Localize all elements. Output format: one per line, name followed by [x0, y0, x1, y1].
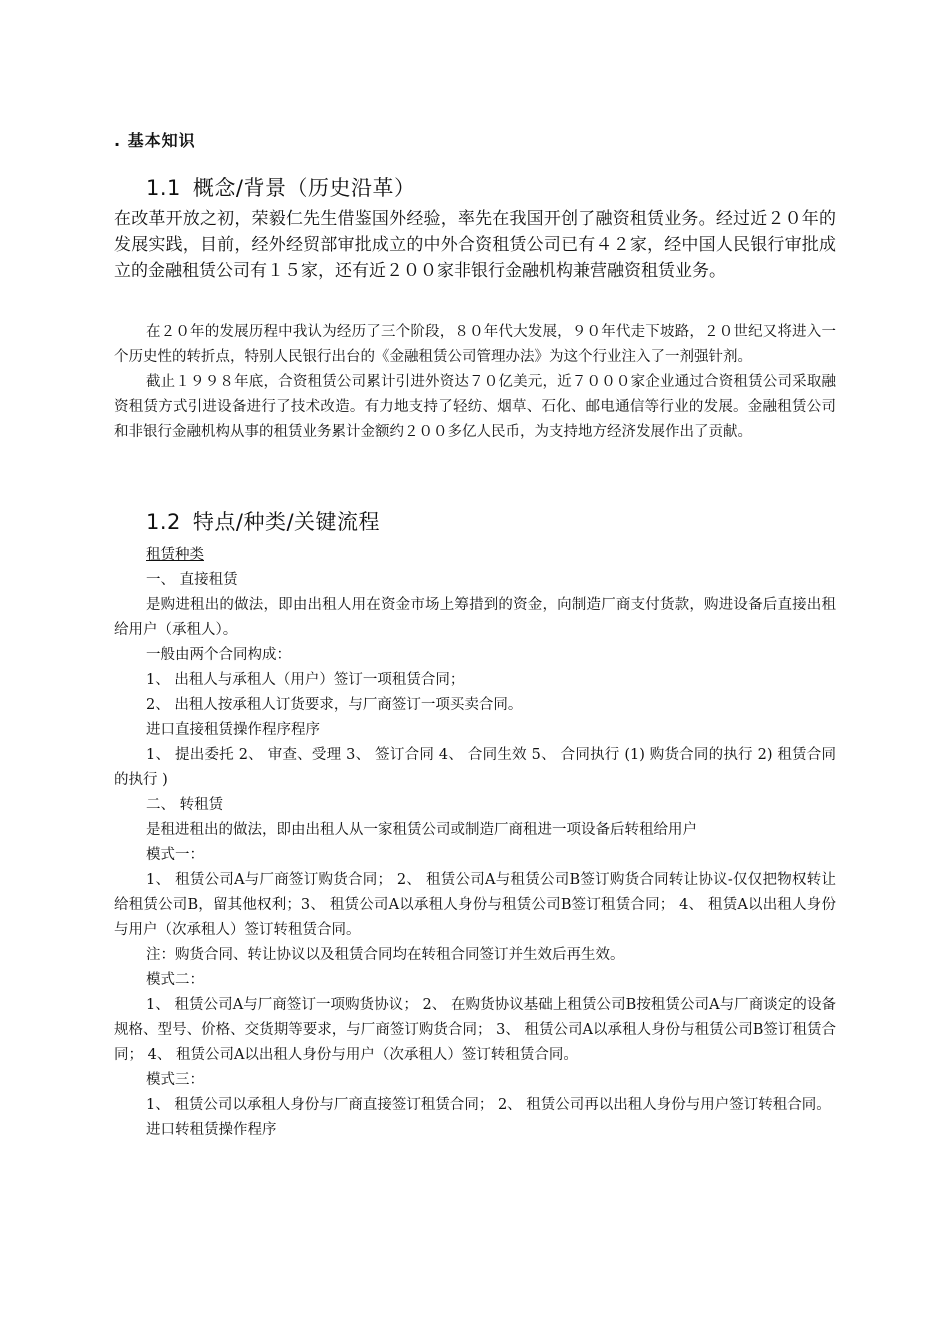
paragraph: 一般由两个合同构成： [146, 647, 291, 663]
section-1-2-body [114, 543, 836, 1143]
section-number: 1.2 [146, 510, 181, 534]
heading-basic-knowledge: . 基本知识 [114, 131, 196, 150]
subheading-direct-lease: 一、 直接租赁 [146, 572, 238, 588]
paragraph: 1、 租赁公司以承租人身份与厂商直接签订租赁合同； 2、 租赁公司再以出租人身份与用户签订转租合同。 [146, 1097, 831, 1113]
paragraph: 1、 租赁公司A与厂商签订购货合同； 2、 租赁公司A与租赁公司B签订购货合同转让协议-仅仅把物权转让给租赁公司B，留其他权利；3、 租赁公司A以承租人身份与租赁公司B签订租赁合同； 4、 租赁A以出租人身份与用户（次承租人）签订转租赁合同。 [114, 872, 836, 938]
paragraph: 在２０年的发展历程中我认为经历了三个阶段，８０年代大发展，９０年代走下坡路，２０世纪又将进入一个历史性的转折点，特别人民银行出台的《金融租赁公司管理办法》为这个行业注入了一剂强针剂。 [114, 324, 836, 365]
section-heading-1-1 [146, 172, 415, 202]
mode-label: 模式三： [146, 1072, 204, 1088]
section-title: 概念/背景（历史沿革） [192, 176, 416, 200]
paragraph: 是购进租出的做法，即由出租人用在资金市场上筹措到的资金，向制造厂商支付货款，购进设备后直接出租给用户（承租人）。 [114, 597, 836, 638]
section-number: 1.1 [146, 176, 181, 200]
mode-label: 模式一： [146, 847, 204, 863]
paragraph: 1、 租赁公司A与厂商签订一项购货协议； 2、 在购货协议基础上租赁公司B按租赁公司A与厂商谈定的设备规格、型号、价格、交货期等要求，与厂商签订购货合同； 3、 租赁公司A以承租人身份与租赁公司B签订租赁合同； 4、 租赁公司A以出租人身份与用户（次承租人）签订转租赁合同。 [114, 997, 836, 1063]
mode-label: 模式二： [146, 972, 204, 988]
lease-types-subtitle: 租赁种类 [146, 547, 204, 563]
section-heading-1-2 [146, 506, 380, 536]
paragraph: 是租进租出的做法，即由出租人从一家租赁公司或制造厂商租进一项设备后转租给用户 [146, 822, 697, 838]
section-1-1-body [114, 320, 836, 445]
paragraph: 进口转租赁操作程序 [146, 1122, 277, 1138]
paragraph: 进口直接租赁操作程序程序 [146, 722, 320, 738]
paragraph: 截止１９９８年底，合资租赁公司累计引进外资达７０亿美元，近７０００家企业通过合资租赁公司采取融资租赁方式引进设备进行了技术改造。有力地支持了轻纺、烟草、石化、邮电通信等行业的发展。金融租赁公司和非银行金融机构从事的租赁业务累计金额约２００多亿人民币，为支持地方经济发展作出了贡献。 [114, 374, 836, 440]
note: 注：购货合同、转让协议以及租赁合同均在转租合同签订并生效后再生效。 [146, 947, 625, 963]
list-item: 1、 出租人与承租人（用户）签订一项租赁合同； [146, 672, 465, 688]
procedure-steps: 1、 提出委托 2、 审查、受理 3、 签订合同 4、 合同生效 5、 合同执行 (1) 购货合同的执行 2) 租赁合同的执行 ) [114, 747, 836, 788]
section-title: 特点/种类/关键流程 [192, 510, 381, 534]
subheading-sublease: 二、 转租赁 [146, 797, 224, 813]
list-item: 2、 出租人按承租人订货要求，与厂商签订一项买卖合同。 [146, 697, 523, 713]
lead-paragraph: 在改革开放之初，荣毅仁先生借鉴国外经验，率先在我国开创了融资租赁业务。经过近２０年的发展实践，目前，经外经贸部审批成立的中外合资租赁公司已有４２家，经中国人民银行审批成立的金融租赁公司有１５家，还有近２００家非银行金融机构兼营融资租赁业务。 [114, 209, 836, 281]
